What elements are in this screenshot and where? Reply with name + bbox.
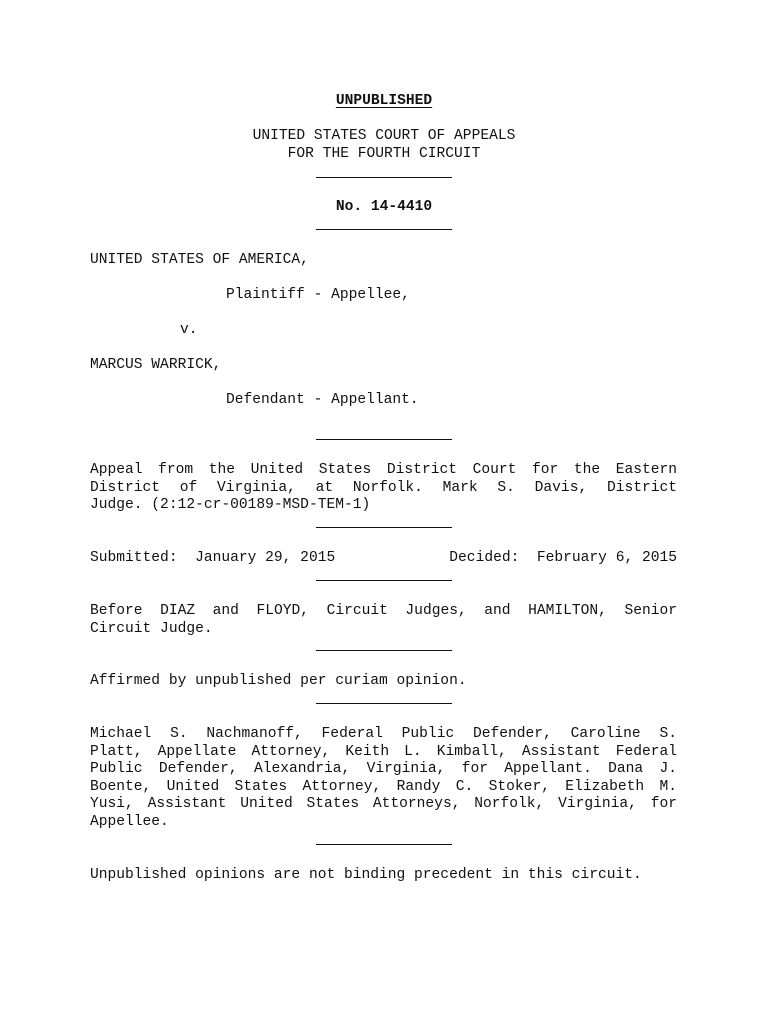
- plaintiff-name: UNITED STATES OF AMERICA,: [90, 252, 309, 268]
- divider: [316, 703, 452, 704]
- counsel-line: Appellee.: [90, 813, 169, 830]
- appeal-paragraph: [90, 462, 677, 515]
- panel-line: Circuit Judge.: [90, 620, 213, 637]
- defendant-name: MARCUS WARRICK,: [90, 357, 222, 373]
- divider: [316, 229, 452, 230]
- appeal-line: District of Virginia, at Norfolk. Mark S. Davis, District: [90, 479, 677, 496]
- docket-number: No. 14-4410: [335, 199, 433, 215]
- counsel-line: Boente, United States Attorney, Randy C. Stoker, Elizabeth M.: [90, 778, 677, 795]
- counsel-paragraph: [90, 726, 677, 832]
- counsel-line: Public Defender, Alexandria, Virginia, for Appellant. Dana J.: [90, 761, 677, 778]
- divider: [316, 177, 452, 178]
- disposition: Affirmed by unpublished per curiam opinion.: [90, 673, 467, 689]
- decided-date: Decided: February 6, 2015: [449, 550, 677, 566]
- counsel-line: Michael S. Nachmanoff, Federal Public Defender, Caroline S.: [90, 726, 677, 742]
- divider: [316, 439, 452, 440]
- versus-label: v.: [180, 322, 198, 338]
- submitted-date: Submitted: January 29, 2015: [90, 550, 336, 566]
- counsel-line: Platt, Appellate Attorney, Keith L. Kimball, Assistant Federal: [90, 743, 677, 760]
- defendant-role: Defendant - Appellant.: [226, 392, 419, 408]
- divider: [316, 844, 452, 845]
- panel-paragraph: [90, 603, 677, 638]
- court-name-line2: FOR THE FOURTH CIRCUIT: [287, 146, 481, 162]
- panel-line: Before DIAZ and FLOYD, Circuit Judges, and HAMILTON, Senior: [90, 603, 677, 619]
- divider: [316, 527, 452, 528]
- precedent-notice: Unpublished opinions are not binding precedent in this circuit.: [90, 867, 642, 883]
- court-name-line1: UNITED STATES COURT OF APPEALS: [252, 128, 516, 144]
- unpublished-heading: UNPUBLISHED: [335, 93, 433, 109]
- divider: [316, 580, 452, 581]
- divider: [316, 650, 452, 651]
- appeal-line: Appeal from the United States District Court for the Eastern: [90, 462, 677, 478]
- dates-row: [90, 550, 677, 568]
- plaintiff-role: Plaintiff - Appellee,: [226, 287, 410, 303]
- counsel-line: Yusi, Assistant United States Attorneys, Norfolk, Virginia, for: [90, 796, 677, 813]
- appeal-line: Judge. (2:12-cr-00189-MSD-TEM-1): [90, 497, 371, 514]
